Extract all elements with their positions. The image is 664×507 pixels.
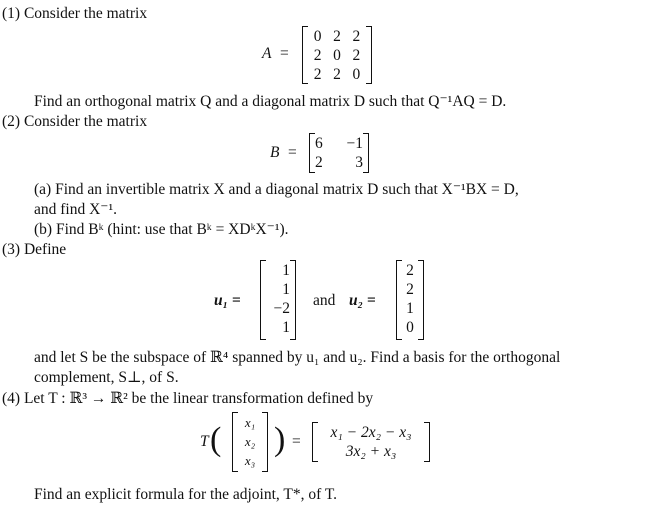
input-vector-entry: x₁ <box>244 415 256 430</box>
vector-u2-entry: 2 <box>406 262 414 279</box>
right-paren: ) <box>274 421 286 458</box>
vector-u1 <box>260 260 296 340</box>
problem-2b: (b) Find Bᵏ (hint: use that Bᵏ = XDᵏX⁻¹). <box>34 221 289 238</box>
input-vector-entry: x₃ <box>244 453 256 468</box>
matrix-b <box>309 133 369 173</box>
transformation-equals: = <box>292 433 301 450</box>
problem-4-number: (4) <box>2 390 21 407</box>
output-vector-entry: 3x₂ + x₃ <box>345 443 397 460</box>
matrix-a-cell: 2 <box>333 28 341 45</box>
right-bracket <box>366 26 372 84</box>
matrix-a-equals: = <box>280 45 289 62</box>
matrix-a-cell: 0 <box>333 47 341 64</box>
matrix-b-cell: 3 <box>355 154 363 171</box>
problem-2-intro-line <box>2 112 147 131</box>
u2-label: u₂ = <box>349 292 376 309</box>
vector-u1-entry: 1 <box>282 262 290 279</box>
output-vector <box>312 422 430 462</box>
problem-4-intro: Let T : ℝ³ → ℝ² be the linear transformation defined by <box>23 390 374 407</box>
vector-u2-entry: 0 <box>406 319 414 336</box>
problem-2-intro: Consider the matrix <box>23 113 148 130</box>
matrix-b-label: B <box>270 144 280 161</box>
problem-2a-line-1: (a) Find an invertible matrix X and a diagonal matrix D such that X⁻¹BX = D, <box>34 181 519 198</box>
problem-1-task: Find an orthogonal matrix Q and a diagonal matrix D such that Q⁻¹AQ = D. <box>34 93 507 110</box>
matrix-a <box>302 26 372 84</box>
vector-u2-entry: 1 <box>406 300 414 317</box>
matrix-b-cell: −1 <box>346 135 363 152</box>
vector-u1-entry: 1 <box>282 319 290 336</box>
vector-u1-entry: 1 <box>282 281 290 298</box>
problem-2-number: (2) <box>2 113 21 130</box>
vector-u2-entry: 2 <box>406 281 414 298</box>
u1-label: u₁ = <box>214 292 241 309</box>
matrix-b-equals: = <box>288 144 297 161</box>
input-vector <box>232 412 268 472</box>
matrix-a-cell: 2 <box>352 28 361 45</box>
right-bracket <box>290 260 296 340</box>
matrix-a-cell: 2 <box>352 47 361 64</box>
matrix-a-cell: 2 <box>313 66 322 83</box>
matrix-a-cell: 0 <box>313 28 322 45</box>
matrix-a-cell: 2 <box>313 47 322 64</box>
problem-3-task-line-2: complement, S⊥, of S. <box>34 369 179 386</box>
matrix-a-cell: 2 <box>333 66 341 83</box>
matrix-b-cell: 2 <box>315 154 323 171</box>
right-bracket <box>262 412 268 472</box>
output-vector-entry: x₁ − 2x₂ − x₃ <box>330 424 412 441</box>
problem-1-intro-line <box>2 4 147 23</box>
vector-u2 <box>396 260 424 340</box>
matrix-a-cell: 0 <box>352 66 361 83</box>
problem-1-intro: Consider the matrix <box>23 5 148 22</box>
problem-3-number: (3) <box>2 241 21 258</box>
right-bracket <box>363 133 369 173</box>
problem-2a-line-2: and find X⁻¹. <box>34 201 117 218</box>
input-vector-entry: x₂ <box>244 434 256 449</box>
and-word: and <box>313 292 336 309</box>
problem-1-number: (1) <box>2 5 21 22</box>
matrix-a-label: A <box>262 45 272 62</box>
left-paren: ( <box>210 421 222 458</box>
problem-4-task: Find an explicit formula for the adjoint, T*, of T. <box>34 486 338 503</box>
problem-3-task-line-1: and let S be the subspace of ℝ⁴ spanned by u₁ and u₂. Find a basis for the orthogonal <box>34 349 561 366</box>
transformation-t-label: T <box>200 433 209 450</box>
right-bracket <box>424 422 430 462</box>
problem-4-intro-line <box>2 389 373 408</box>
problem-3-intro: Define <box>23 241 67 258</box>
matrix-b-cell: 6 <box>315 135 323 152</box>
vector-u1-entry: −2 <box>273 300 290 317</box>
problem-3-intro-line <box>2 240 66 259</box>
